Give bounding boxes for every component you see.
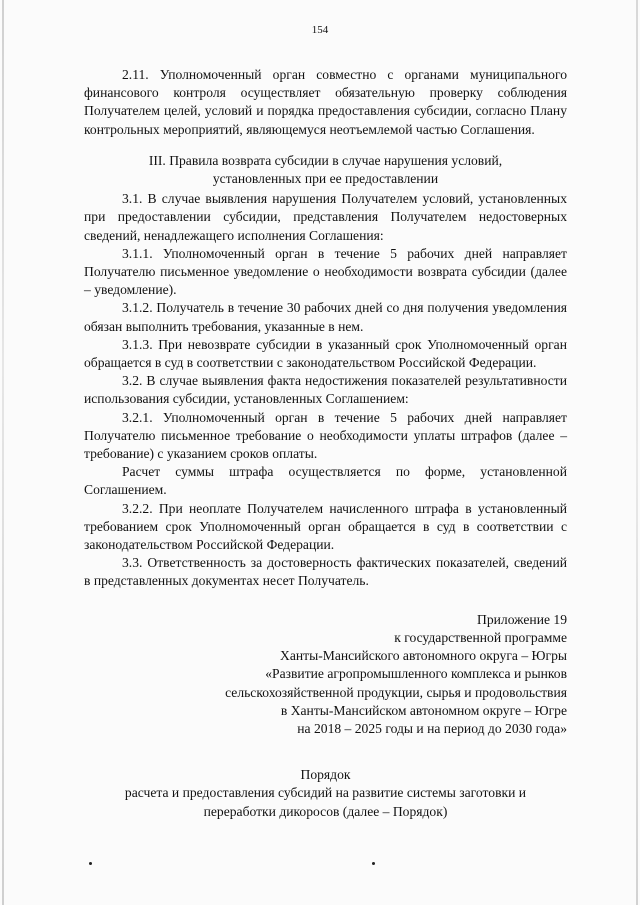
appendix-line3: Ханты-Мансийского автономного округа – Югры — [280, 648, 567, 664]
paragraph-3-1-3: 3.1.3. При невозврате субсидии в указанный срок Уполномоченный орган обращается в суд в соответствии с законодательством Российской Федерации. — [84, 336, 567, 371]
paragraph-3-1-1: 3.1.1. Уполномоченный орган в течение 5 рабочих дней направляет Получателю письменное уведомление о необходимости возврата субсидии (далее – уведомление). — [84, 245, 567, 298]
paragraph-3-2-1: 3.2.1. Уполномоченный орган в течение 5 рабочих дней направляет Получателю письменное требование о необходимости уплаты штрафов (далее – требование) с указанием сроков оплаты. — [84, 409, 567, 462]
appendix-line6: в Ханты-Мансийском автономном округе – Югре — [280, 702, 567, 718]
paragraph-3-1: 3.1. В случае выявления нарушения Получателем условий, установленных при предоставлении субсидии, представления Получателем недостоверных сведений, ненадлежащего исполнения Соглашения: — [84, 191, 567, 243]
appendix-line7: на 2018 – 2025 годы и на период до 2030 года» — [297, 720, 567, 736]
paragraph-fine-calculation: Расчет суммы штрафа осуществляется по форме, установленной Соглашением. — [84, 464, 567, 498]
order-title-block — [84, 766, 567, 821]
appendix-header — [84, 611, 567, 738]
scan-speck-left — [89, 862, 92, 865]
paragraph-3-2-2: 3.2.2. При неоплате Получателем начисленного штрафа в установленный требованием срок Уполномоченный орган обращается в суд в соответствии с законодательством Российской Федерации. — [84, 500, 567, 553]
order-title: Порядок — [300, 767, 351, 783]
appendix-line1: Приложение 19 — [477, 611, 567, 627]
scan-speck-center — [372, 862, 375, 865]
document-body — [84, 66, 567, 821]
section-3-heading — [84, 152, 567, 188]
paragraph-3-2: 3.2. В случае выявления факта недостижения показателей результативности использования субсидии, установленных Соглашением: — [84, 373, 567, 407]
appendix-line5: сельскохозяйственной продукции, сырья и продовольствия — [225, 684, 567, 700]
page-number: 154 — [311, 24, 329, 36]
paragraph-3-3: 3.3. Ответственность за достоверность фактических показателей, сведений в представленных документах несет Получатель. — [84, 555, 567, 589]
section-3-heading-line1: III. Правила возврата субсидии в случае нарушения условий, — [148, 152, 503, 168]
paragraph-3-1-2: 3.1.2. Получатель в течение 30 рабочих дней со дня получения уведомления обязан выполнить требования, указанные в нем. — [84, 300, 567, 334]
appendix-line2: к государственной программе — [394, 629, 567, 645]
paragraph-2-11: 2.11. Уполномоченный орган совместно с органами муниципального финансового контроля осуществляет обязательную проверку соблюдения Получателем целей, условий и порядка предоставления субсидии, согласно Плану контрольных мероприятий, являющемуся неотъемлемой частью Соглашения. — [84, 67, 567, 137]
appendix-line4: «Развитие агропромышленного комплекса и рынков — [265, 666, 567, 682]
scan-edge-right — [636, 0, 638, 905]
order-subtitle-line1: расчета и предоставления субсидий на развитие системы заготовки и — [124, 785, 527, 801]
order-subtitle-line2: переработки дикоросов (далее – Порядок) — [203, 803, 448, 819]
section-3-heading-line2: установленных при ее предоставлении — [212, 171, 439, 187]
scan-edge-left — [2, 0, 4, 905]
section-3-paragraphs — [84, 190, 567, 590]
